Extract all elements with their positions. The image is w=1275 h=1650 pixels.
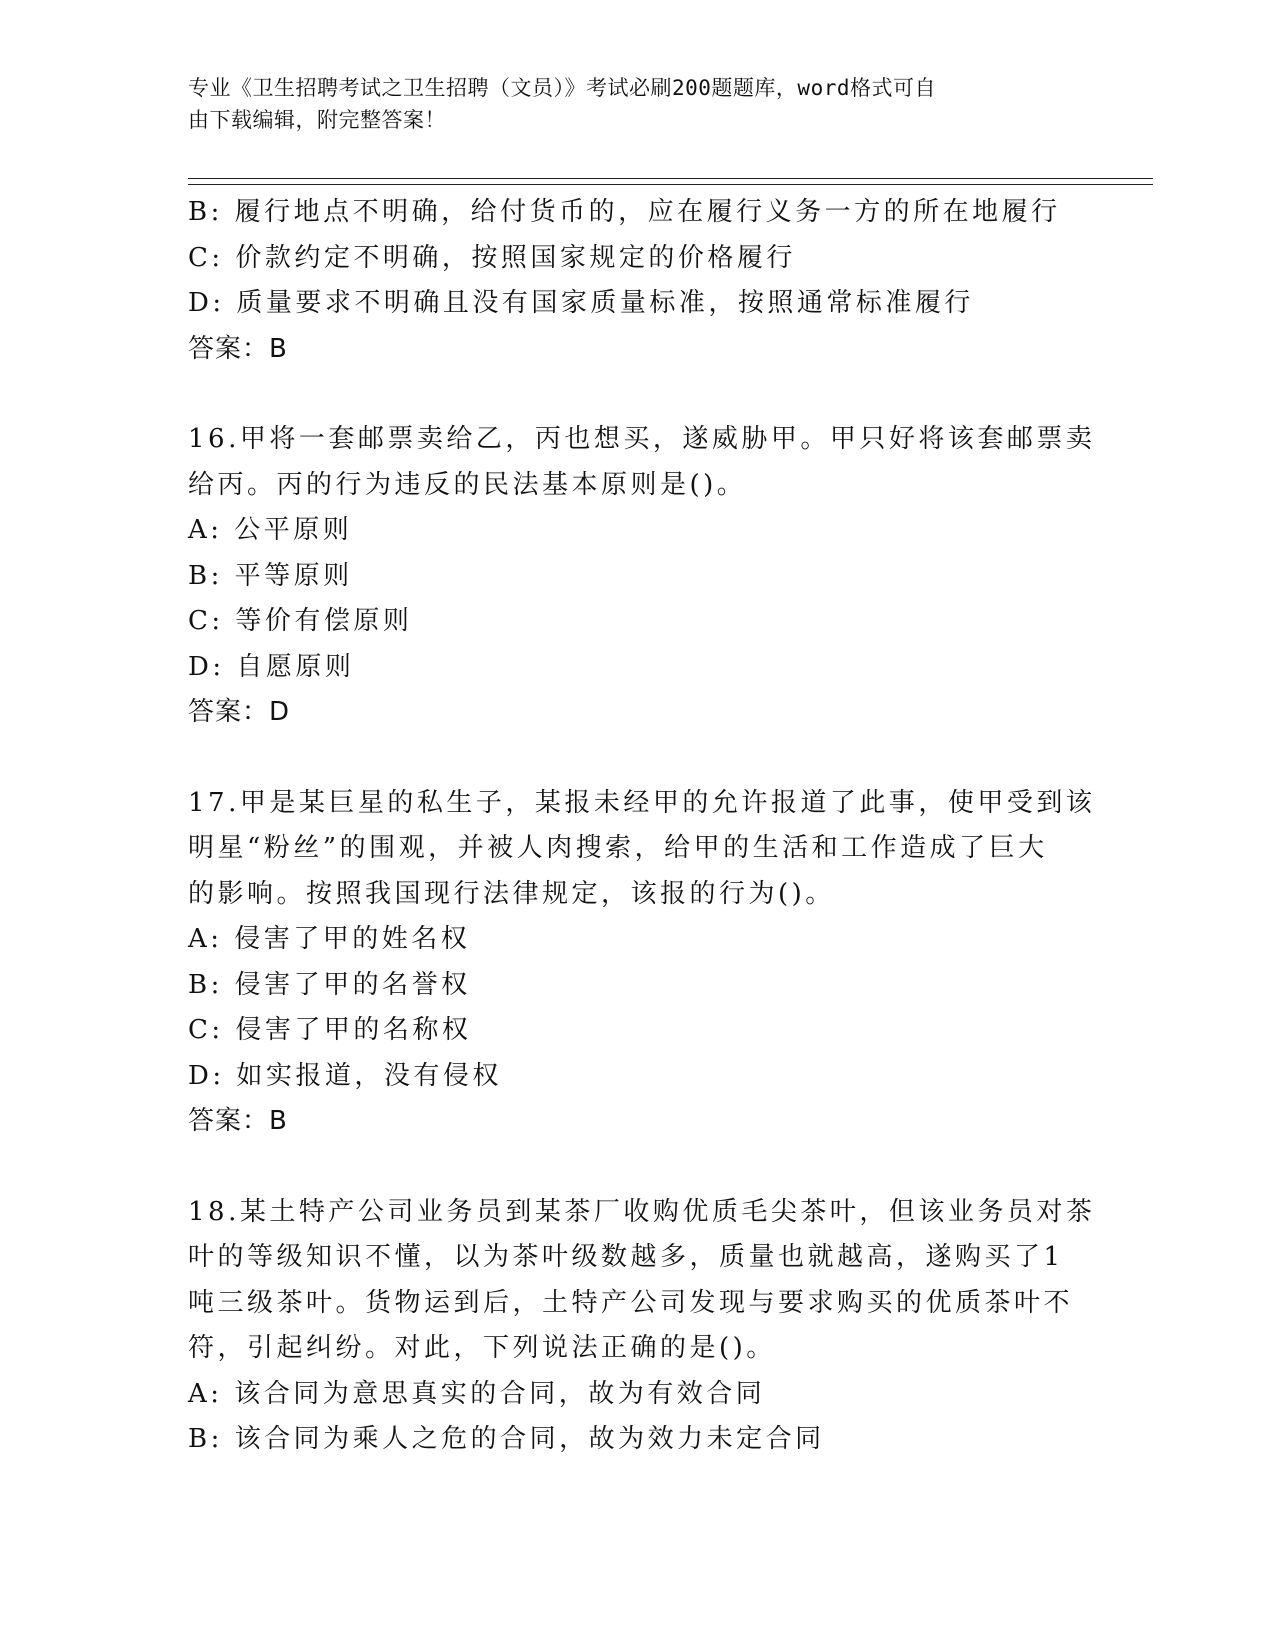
option-b: B: 侵害了甲的名誉权 (188, 969, 471, 1000)
option-c: C: 侵害了甲的名称权 (188, 1015, 472, 1045)
header-divider (188, 178, 1153, 179)
question-block-previous (188, 190, 1088, 372)
option-b: B: 履行地点不明确，给付货币的，应在履行义务一方的所在地履行 (188, 197, 1061, 227)
option-d: D: 自愿原则 (188, 651, 355, 682)
option-a: A: 该合同为意思真实的合同，故为有效合同 (188, 1378, 766, 1409)
question-stem-line: 18.某土特产公司业务员到某茶厂收购优质毛尖茶叶，但该业务员对茶 (188, 1196, 1096, 1227)
question-stem-line: 给丙。丙的行为违反的民法基本原则是()。 (188, 469, 747, 500)
header-line: 专业《卫生招聘考试之卫生招聘（文员）》考试必刷200题题库，word格式可自 (188, 76, 936, 100)
document-header (188, 72, 1068, 136)
question-stem-line: 符，引起纠纷。对此，下列说法正确的是()。 (188, 1333, 776, 1363)
question-stem-line: 吨三级茶叶。货物运到后，土特产公司发现与要求购买的优质茶叶不 (188, 1287, 1074, 1318)
answer-line: 答案：B (188, 1106, 288, 1136)
spacer (188, 736, 1088, 781)
question-stem-line: 叶的等级知识不懂，以为茶叶级数越多，质量也就越高，遂购买了1 (188, 1242, 1064, 1272)
question-block-18 (188, 1190, 1096, 1463)
question-list (188, 190, 1096, 1463)
question-stem-line: 明星“粉丝”的围观，并被人肉搜索，给甲的生活和工作造成了巨大 (188, 833, 1048, 863)
header-divider (188, 184, 1153, 185)
question-stem-line: 16.甲将一套邮票卖给乙，丙也想买，遂威胁甲。甲只好将该套邮票卖 (188, 424, 1096, 454)
question-block-17 (188, 781, 1096, 1145)
option-b: B: 该合同为乘人之危的合同，故为效力未定合同 (188, 1424, 825, 1454)
option-c: C: 价款约定不明确，按照国家规定的价格履行 (188, 242, 796, 273)
question-block-16 (188, 417, 1096, 736)
option-a: A: 侵害了甲的姓名权 (188, 924, 471, 954)
question-stem-line: 17.甲是某巨星的私生子，某报未经甲的允许报道了此事，使甲受到该 (188, 787, 1096, 818)
option-a: A: 公平原则 (188, 515, 353, 545)
option-b: B: 平等原则 (188, 560, 353, 591)
header-line: 由下载编辑，附完整答案！ (188, 108, 446, 132)
spacer (188, 1145, 1088, 1190)
answer-line: 答案：D (188, 697, 291, 727)
answer-line: 答案：B (188, 333, 288, 364)
option-d: D: 质量要求不明确且没有国家质量标准，按照通常标准履行 (188, 288, 974, 318)
option-d: D: 如实报道，没有侵权 (188, 1060, 502, 1091)
option-c: C: 等价有偿原则 (188, 606, 413, 636)
question-stem-line: 的影响。按照我国现行法律规定，该报的行为()。 (188, 878, 835, 909)
spacer (188, 372, 1088, 417)
